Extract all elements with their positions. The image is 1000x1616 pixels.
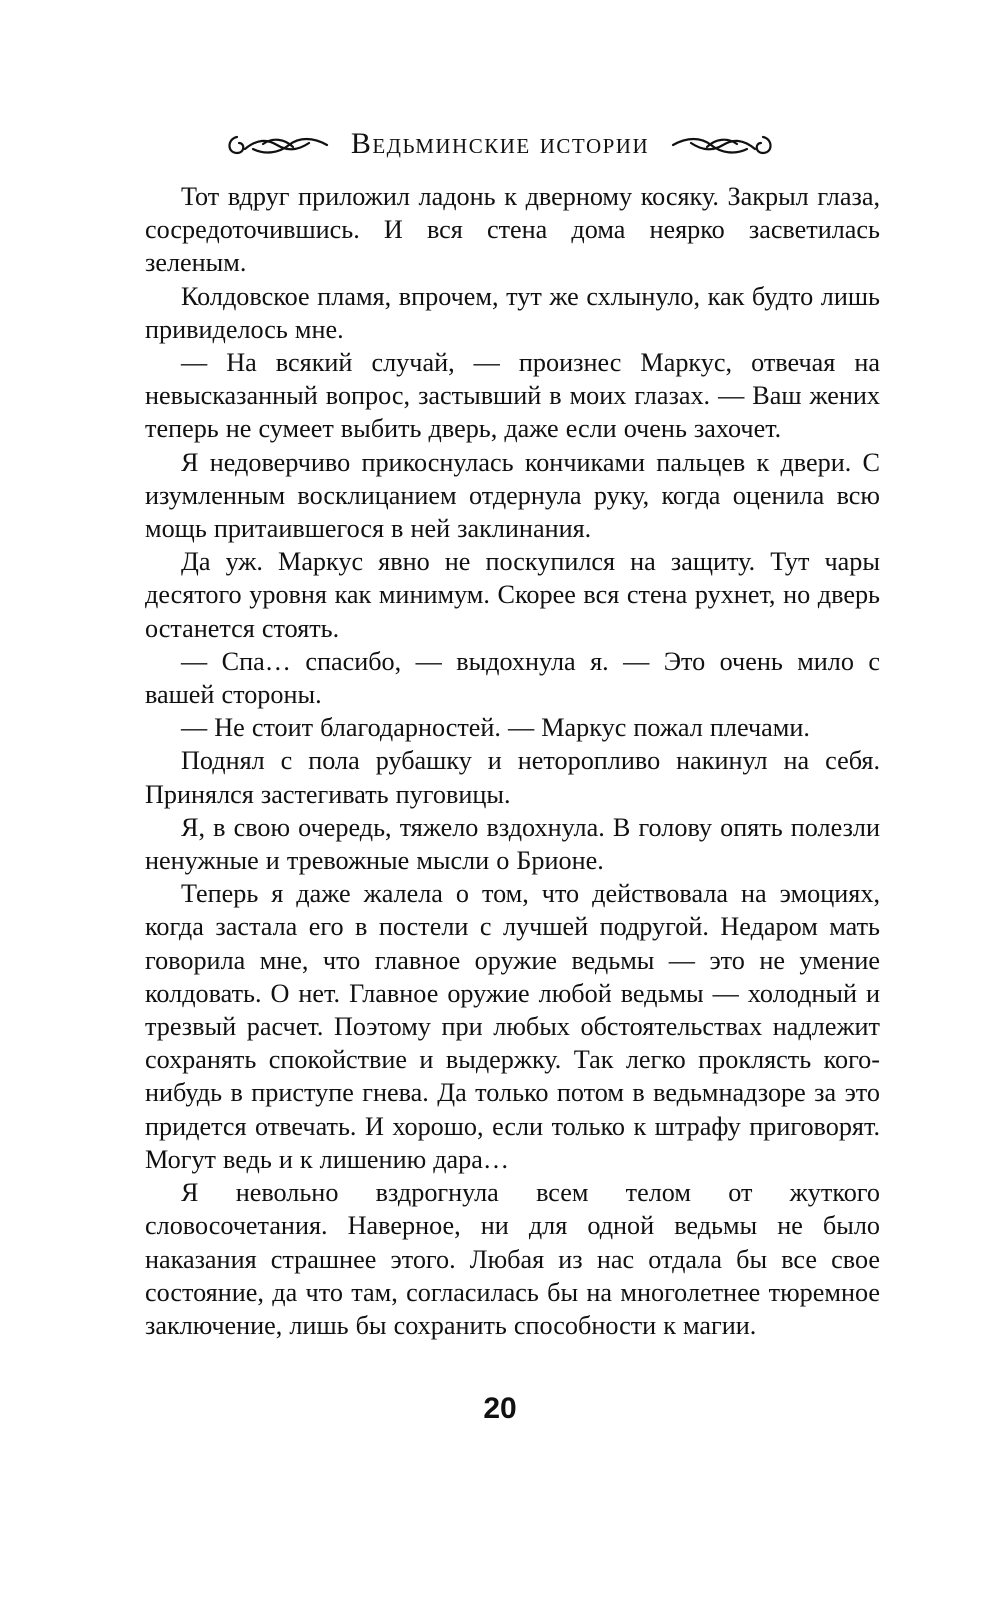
flourish-left-icon <box>223 127 335 161</box>
paragraph: — На всякий случай, — произнес Маркус, отвечая на невысказанный вопрос, застывший в моих глазах. — Ваш жених теперь не сумеет выбить дверь, даже если очень захочет. <box>145 348 880 444</box>
running-header <box>0 122 1000 166</box>
paragraph: — Спа… спасибо, — выдохнула я. — Это очень мило с вашей стороны. <box>145 646 880 710</box>
paragraph: — Не стоит благодарностей. — Маркус пожал плечами. <box>181 713 810 743</box>
paragraph: Тот вдруг приложил ладонь к дверному косяку. Закрыл глаза, сосредоточившись. И вся стена дома неярко засветилась зеленым. <box>145 182 880 278</box>
paragraph: Я невольно вздрогнула всем телом от жуткого словосочетания. Наверное, ни для одной ведьмы не было наказания страшнее этого. Любая из нас отдала бы все свое состояние, да что там, согласилась бы на многолетнее тюремное заключение, лишь бы сохранить способности к магии. <box>145 1178 880 1340</box>
paragraph: Поднял с пола рубашку и неторопливо накинул на себя. Принялся застегивать пуговицы. <box>145 746 880 809</box>
paragraph: Да уж. Маркус явно не поскупился на защиту. Тут чары десятого уровня как минимум. Скорее вся стена рухнет, но дверь останется стоять. <box>145 547 880 643</box>
paragraph: Я недоверчиво прикоснулась кончиками пальцев к двери. С изумленным восклицанием отдернула руку, когда оценила всю мощь притаившегося в ней заклинания. <box>145 447 880 544</box>
paragraph: Я, в свою очередь, тяжело вздохнула. В голову опять полезли ненужные и тревожные мысли о Брионе. <box>145 812 880 876</box>
paragraph: Колдовское пламя, впрочем, тут же схлынуло, как будто лишь привиделось мне. <box>145 281 880 344</box>
paragraph: Теперь я даже жалела о том, что действовала на эмоциях, когда застала его в постели с лучшей подругой. Недаром мать говорила мне, что главное оружие ведьмы — это не умение колдовать. О нет. Главное оружие любой ведьмы — холодный и трезвый расчет. Поэтому при любых обстоятельствах надлежит сохранять спокойствие и выдержку. Так легко проклясть кого-нибудь в приступе гнева. Да только потом в ведьмнадзоре за это придется отвечать. И хорошо, если только к штрафу приговорят. Могут ведь и к лишению дара… <box>145 879 880 1174</box>
page-number: 20 <box>483 1392 517 1425</box>
running-header-title: Ведьминские истории <box>350 127 650 160</box>
body-text <box>145 180 880 1342</box>
flourish-right-icon <box>665 127 777 161</box>
